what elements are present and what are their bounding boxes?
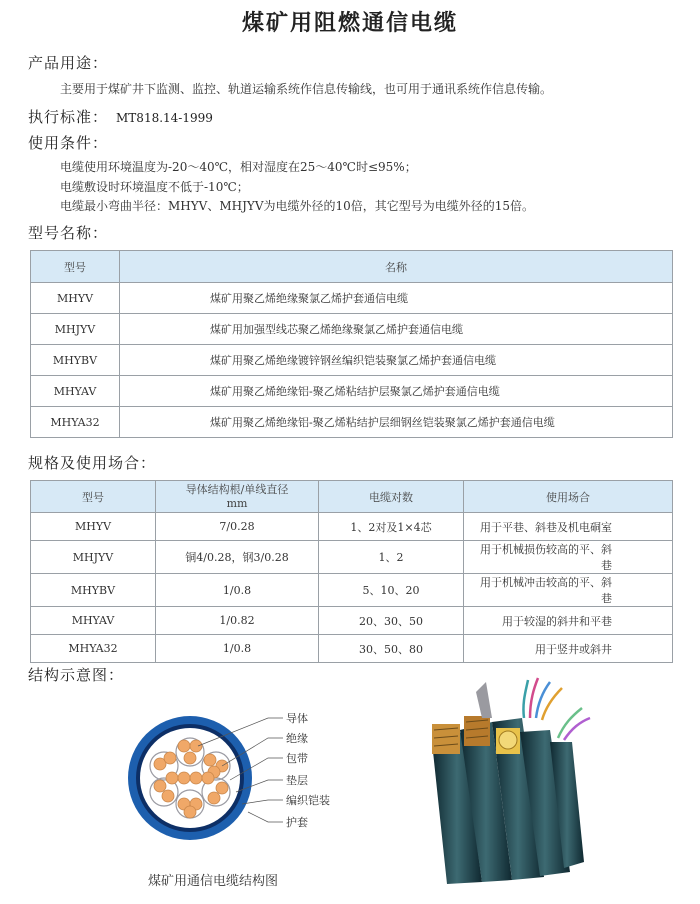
col-conductor-unit: mm: [226, 496, 248, 510]
usage-heading: 产品用途：: [28, 54, 109, 72]
usage-cell: 用于平巷、斜巷及机电硐室: [464, 513, 673, 541]
condition-line: 电缆最小弯曲半径：MHYV、MHJYV为电缆外径的10倍，其它型号为电缆外径的15倍。: [60, 199, 535, 213]
table-row: [31, 574, 673, 607]
name-cell: 煤矿用聚乙烯绝缘铝-聚乙烯粘结护层细钢丝铠装聚氯乙烯护套通信电缆: [120, 407, 673, 438]
conductor-cell: 1/0.8: [156, 574, 319, 607]
col-model: 型号: [31, 251, 120, 283]
conductor-cell: 7/0.28: [156, 513, 319, 541]
model-cell: MHYV: [31, 513, 156, 541]
conductor-cell: 1/0.82: [156, 607, 319, 635]
specs-heading: 规格及使用场合：: [28, 454, 157, 472]
table-row: [31, 345, 673, 376]
table-row: [31, 635, 673, 663]
name-cell: 煤矿用加强型线芯聚乙烯绝缘聚氯乙烯护套通信电缆: [120, 314, 673, 345]
label-insulation: 绝缘: [286, 732, 308, 745]
diagram-caption: 煤矿用通信电缆结构图: [148, 874, 279, 889]
usage-cell: 用于竖井或斜井: [464, 635, 673, 663]
label-conductor: 导体: [286, 712, 308, 725]
label-bedding: 垫层: [286, 774, 308, 787]
table-row: [31, 541, 673, 574]
col-name: 名称: [120, 251, 673, 283]
condition-line: 电缆敷设时环境温度不低于-10℃；: [60, 180, 249, 194]
usage-cell: 用于机械冲击较高的平、斜巷: [464, 574, 673, 607]
table-row: [31, 314, 673, 345]
label-braided-armor: 编织铠装: [286, 794, 330, 807]
pairs-cell: 1、2对及1×4芯: [319, 513, 464, 541]
label-sheath: 护套: [286, 816, 308, 829]
name-cell: 煤矿用聚乙烯绝缘镀锌钢丝编织铠装聚氯乙烯护套通信电缆: [120, 345, 673, 376]
name-cell: 煤矿用聚乙烯绝缘聚氯乙烯护套通信电缆: [120, 283, 673, 314]
model-cell: MHYBV: [31, 574, 156, 607]
col-model: 型号: [31, 481, 156, 513]
structure-heading: 结构示意图：: [28, 666, 125, 684]
pairs-cell: 5、10、20: [319, 574, 464, 607]
models-table: [30, 250, 673, 438]
cable-cross-section-diagram: [118, 700, 368, 860]
col-pairs: 电缆对数: [319, 481, 464, 513]
pairs-cell: 30、50、80: [319, 635, 464, 663]
name-cell: 煤矿用聚乙烯绝缘铝-聚乙烯粘结护层聚氯乙烯护套通信电缆: [120, 376, 673, 407]
usage-cell: 用于较湿的斜井和平巷: [464, 607, 673, 635]
conductor-cell: 1/0.8: [156, 635, 319, 663]
usage-cell: 用于机械损伤较高的平、斜巷: [464, 541, 673, 574]
model-cell: MHYA32: [31, 407, 120, 438]
table-row: [31, 407, 673, 438]
model-cell: MHJYV: [31, 314, 120, 345]
table-header-row: [31, 481, 673, 513]
col-conductor-label: 导体结构根/单线直径: [185, 482, 289, 496]
col-conductor: [156, 481, 319, 513]
cable-product-photo: [412, 672, 602, 887]
table-row: [31, 376, 673, 407]
specs-table: [30, 480, 673, 663]
standard-value: MT818.14-1999: [116, 111, 213, 125]
conditions-heading: 使用条件：: [28, 134, 109, 152]
conductor-cell: 铜4/0.28，钢3/0.28: [156, 541, 319, 574]
model-cell: MHYAV: [31, 607, 156, 635]
usage-text: 主要用于煤矿井下监测、监控、轨道运输系统作信息传输线，也可用于通讯系统作信息传输。: [60, 82, 553, 96]
models-heading: 型号名称：: [28, 224, 109, 242]
model-cell: MHYA32: [31, 635, 156, 663]
standard-heading: 执行标准：: [28, 108, 109, 126]
table-header-row: [31, 251, 673, 283]
col-usage: 使用场合: [464, 481, 673, 513]
label-tape: 包带: [286, 752, 308, 765]
standard-row: [28, 106, 213, 127]
condition-line: 电缆使用环境温度为-20～40℃，相对湿度在25～40℃时≤95%；: [60, 160, 417, 174]
table-row: [31, 283, 673, 314]
pairs-cell: 1、2: [319, 541, 464, 574]
table-row: [31, 513, 673, 541]
model-cell: MHJYV: [31, 541, 156, 574]
model-cell: MHYV: [31, 283, 120, 314]
table-row: [31, 607, 673, 635]
page-title: 煤矿用阻燃通信电缆: [241, 11, 458, 36]
pairs-cell: 20、30、50: [319, 607, 464, 635]
model-cell: MHYBV: [31, 345, 120, 376]
model-cell: MHYAV: [31, 376, 120, 407]
